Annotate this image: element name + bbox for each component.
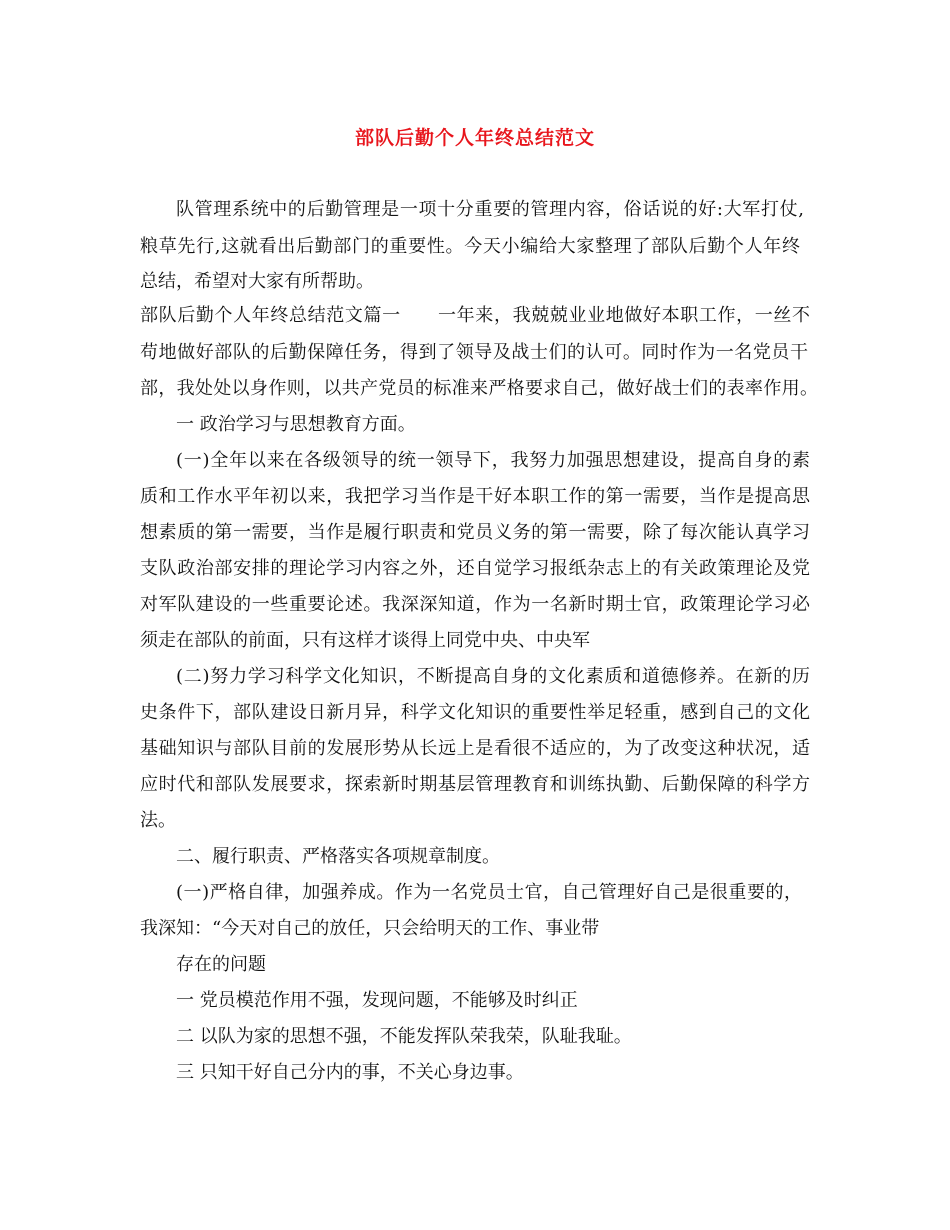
paragraph-line: 史条件下，部队建设日新月异，科学文化知识的重要性举足轻重，感到自己的文化	[140, 702, 810, 723]
paragraph-line: 总结，希望对大家有所帮助。	[140, 271, 374, 292]
paragraph-line: 队管理系统中的后勤管理是一项十分重要的管理内容，俗话说的好:大军打仗,	[176, 199, 804, 220]
list-item: 二 以队为家的思想不强，不能发挥队荣我荣，队耻我耻。	[176, 1026, 632, 1047]
paragraph-line: 质和工作水平年初以来，我把学习当作是干好本职工作的第一需要，当作是提高思	[140, 486, 810, 507]
paragraph-line: 想素质的第一需要，当作是履行职责和党员义务的第一需要，除了每次能认真学习	[140, 522, 810, 543]
paragraph-line: (二)努力学习科学文化知识，不断提高自身的文化素质和道德修养。在新的历	[176, 666, 810, 687]
section-heading: 一 政治学习与思想教育方面。	[176, 414, 416, 435]
paragraph-line: 苟地做好部队的后勤保障任务，得到了领导及战士们的认可。同时作为一名党员干	[140, 342, 808, 363]
paragraph-line: 支队政治部安排的理论学习内容之外，还自觉学习报纸杂志上的有关政策理论及党	[140, 558, 810, 579]
paragraph-line: 我深知：“今天对自己的放任，只会给明天的工作、事业带	[140, 918, 600, 939]
paragraph-line: 须走在部队的前面，只有这样才谈得上同党中央、中央军	[140, 630, 590, 651]
paragraph-line: 应时代和部队发展要求，探索新时期基层管理教育和训练执勤、后勤保障的科学方	[140, 774, 810, 795]
paragraph-line: 对军队建设的一些重要论述。我深深知道，作为一名新时期士官，政策理论学习必	[140, 594, 810, 615]
paragraph-line: (一)全年以来在各级领导的统一领导下，我努力加强思想建设，提高自身的素	[176, 450, 810, 471]
document-title: 部队后勤个人年终总结范文	[354, 127, 595, 149]
paragraph-line: 法。	[140, 810, 176, 831]
paragraph-line: 粮草先行,这就看出后勤部门的重要性。今天小编给大家整理了部队后勤个人年终	[140, 236, 800, 257]
section-heading: 存在的问题	[176, 954, 266, 975]
paragraph-line: 部队后勤个人年终总结范文篇一 一年来，我兢兢业业地做好本职工作，一丝不	[140, 305, 810, 326]
section-heading: 二、履行职责、严格落实各项规章制度。	[176, 846, 500, 867]
list-item: 一 党员模范作用不强，发现问题，不能够及时纠正	[176, 990, 578, 1011]
paragraph-line: 基础知识与部队目前的发展形势从长远上是看很不适应的，为了改变这种状况，适	[140, 738, 810, 759]
list-item: 三 只知干好自己分内的事，不关心身边事。	[176, 1062, 524, 1083]
paragraph-line: 部，我处处以身作则，以共产党员的标准来严格要求自己，做好战士们的表率作用。	[140, 378, 818, 399]
paragraph-line: (一)严格自律，加强养成。作为一名党员士官，自己管理好自己是很重要的，	[176, 882, 802, 903]
